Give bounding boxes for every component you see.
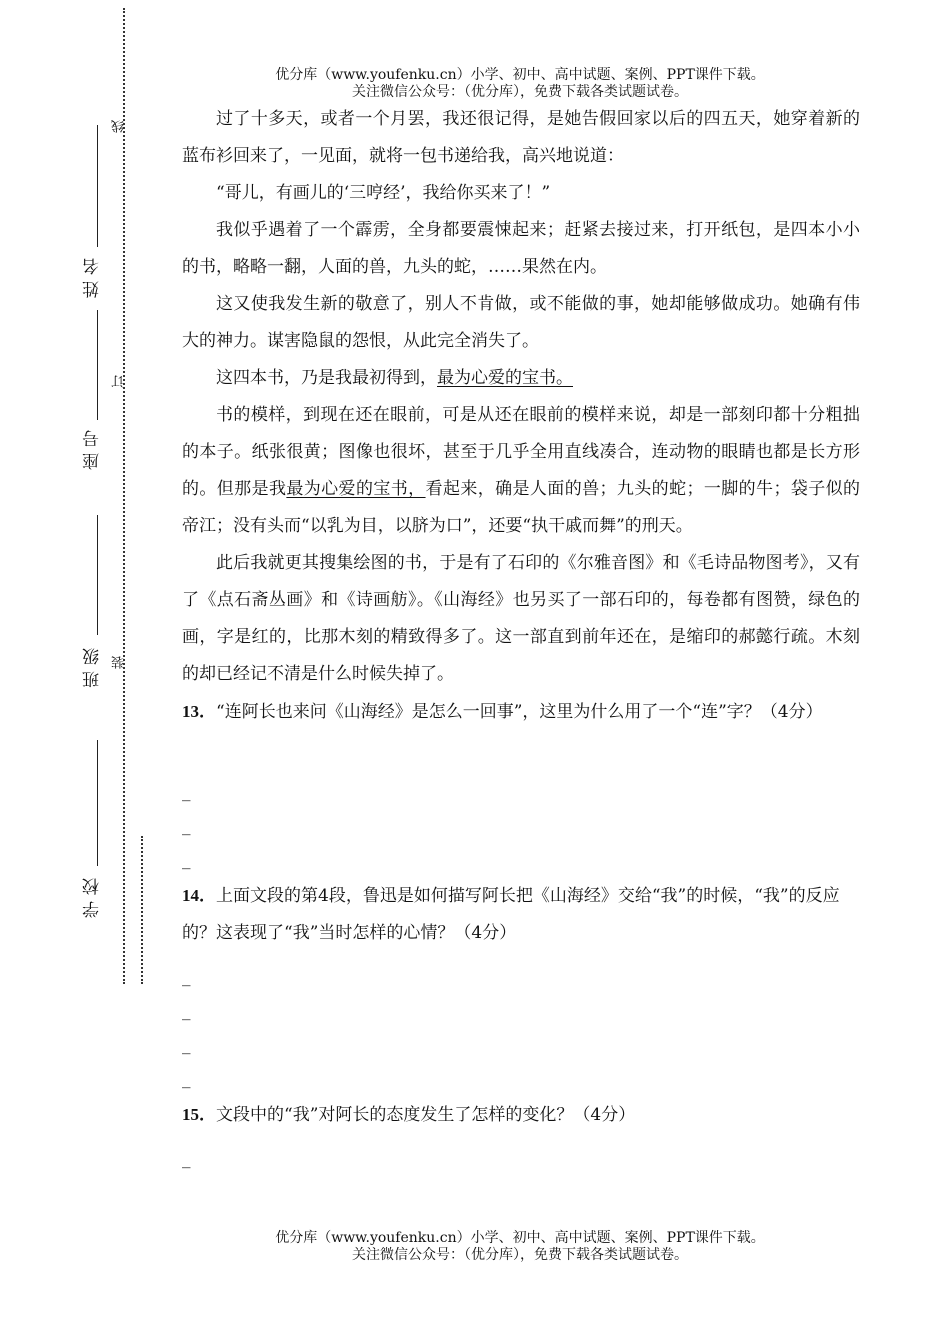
binding-mark-ding: 订 [112,375,127,388]
question-text: 上面文段的第4段，鲁迅是如何描写阿长把《山海经》交给“我”的时候，“我”的反应的？这表现了“我”当时怎样的心情？（4分） [182,886,840,943]
question-number: 13． [182,702,216,721]
page-footer [180,1230,860,1264]
question-14 [182,877,860,952]
answer-blank[interactable]: _ [182,1149,191,1169]
footer-line-2: 关注微信公众号：（优分库），免费下载各类试题试卷。 [352,1247,688,1263]
text-run: 这四本书，乃是我最初得到， [216,368,437,388]
question-text: “连阿长也来问《山海经》是怎么一回事”，这里为什么用了一个“连”字？（4分） [216,702,823,722]
underlined-phrase: 最为心爱的宝书， [286,479,426,499]
binding-dotted-line-inner [141,836,143,984]
footer-line-1: 优分库（www.youfenku.cn）小学、初中、高中试题、案例、PPT课件下载。 [275,1230,765,1246]
school-label: 学校 [83,872,103,918]
class-fill-line [97,515,98,635]
answer-blank[interactable]: _ [182,1001,191,1021]
answer-blank[interactable]: _ [182,967,191,987]
school-fill-line [97,740,98,866]
binding-mark-zhuang: 装 [112,656,127,669]
question-13 [182,693,860,731]
page-header [180,67,860,101]
question-text: 文段中的“我”对阿长的态度发生了怎样的变化？（4分） [216,1105,636,1125]
answer-blank[interactable]: _ [182,816,191,836]
question-number: 15． [182,1105,216,1124]
underlined-phrase: 最为心爱的宝书。 [437,368,573,388]
header-line-2: 关注微信公众号：（优分库），免费下载各类试题试卷。 [352,84,688,100]
binding-dotted-line [123,8,125,984]
binding-mark-line: 线 [112,120,127,133]
passage-paragraph [182,397,860,545]
question-15 [182,1096,860,1134]
passage-paragraph: “哥儿，有画儿的‘三哼经’，我给你买来了！” [216,183,551,203]
header-line-1: 优分库（www.youfenku.cn）小学、初中、高中试题、案例、PPT课件下载。 [275,67,765,83]
answer-blank[interactable]: _ [182,1069,191,1089]
text-run: 看起来，确是人面的兽；九头的蛇；一脚的牛；袋子似的帝江；没有头而“以乳为目，以脐为口”，还要“执干戚而舞”的刑天。 [182,479,861,536]
passage-paragraph: 我似乎遇着了一个霹雳，全身都要震悚起来；赶紧去接过来，打开纸包，是四本小小的书，略略一翻，人面的兽，九头的蛇，……果然在内。 [182,220,860,277]
name-label: 姓名 [83,252,103,298]
seat-fill-line [97,310,98,420]
name-fill-line [97,125,98,247]
seat-label: 座号 [83,424,103,470]
question-number: 14． [182,886,216,905]
answer-blank[interactable]: _ [182,782,191,802]
passage-paragraph: 此后我就更其搜集绘图的书，于是有了石印的《尔雅音图》和《毛诗品物图考》，又有了《点石斋丛画》和《诗画舫》。《山海经》也另买了一部石印的，每卷都有图赞，绿色的画，字是红的，比那木刻的精致得多了。这一部直到前年还在，是缩印的郝懿行疏。木刻的却已经记不清是什么时候失掉了。 [182,553,860,684]
class-label: 班级 [83,642,103,688]
text-run: 书的模样，到现在还在眼前，可是从还在眼前的模样来说，却是一部刻印都十分粗拙的本子。纸张很黄；图像也很坏，甚至于几乎全用直线凑合，连动物的眼睛也都是长方形的。但那是我 [182,405,860,499]
passage-paragraph: 过了十多天，或者一个月罢，我还很记得，是她告假回家以后的四五天，她穿着新的蓝布衫回来了，一见面，就将一包书递给我，高兴地说道： [182,109,860,166]
answer-blank[interactable]: _ [182,1035,191,1055]
passage-paragraph: 这又使我发生新的敬意了，别人不肯做，或不能做的事，她却能够做成功。她确有伟大的神力。谋害隐鼠的怨恨，从此完全消失了。 [182,294,860,351]
answer-blank[interactable]: _ [182,850,191,870]
exam-body [182,101,860,1176]
passage-paragraph [182,360,860,397]
